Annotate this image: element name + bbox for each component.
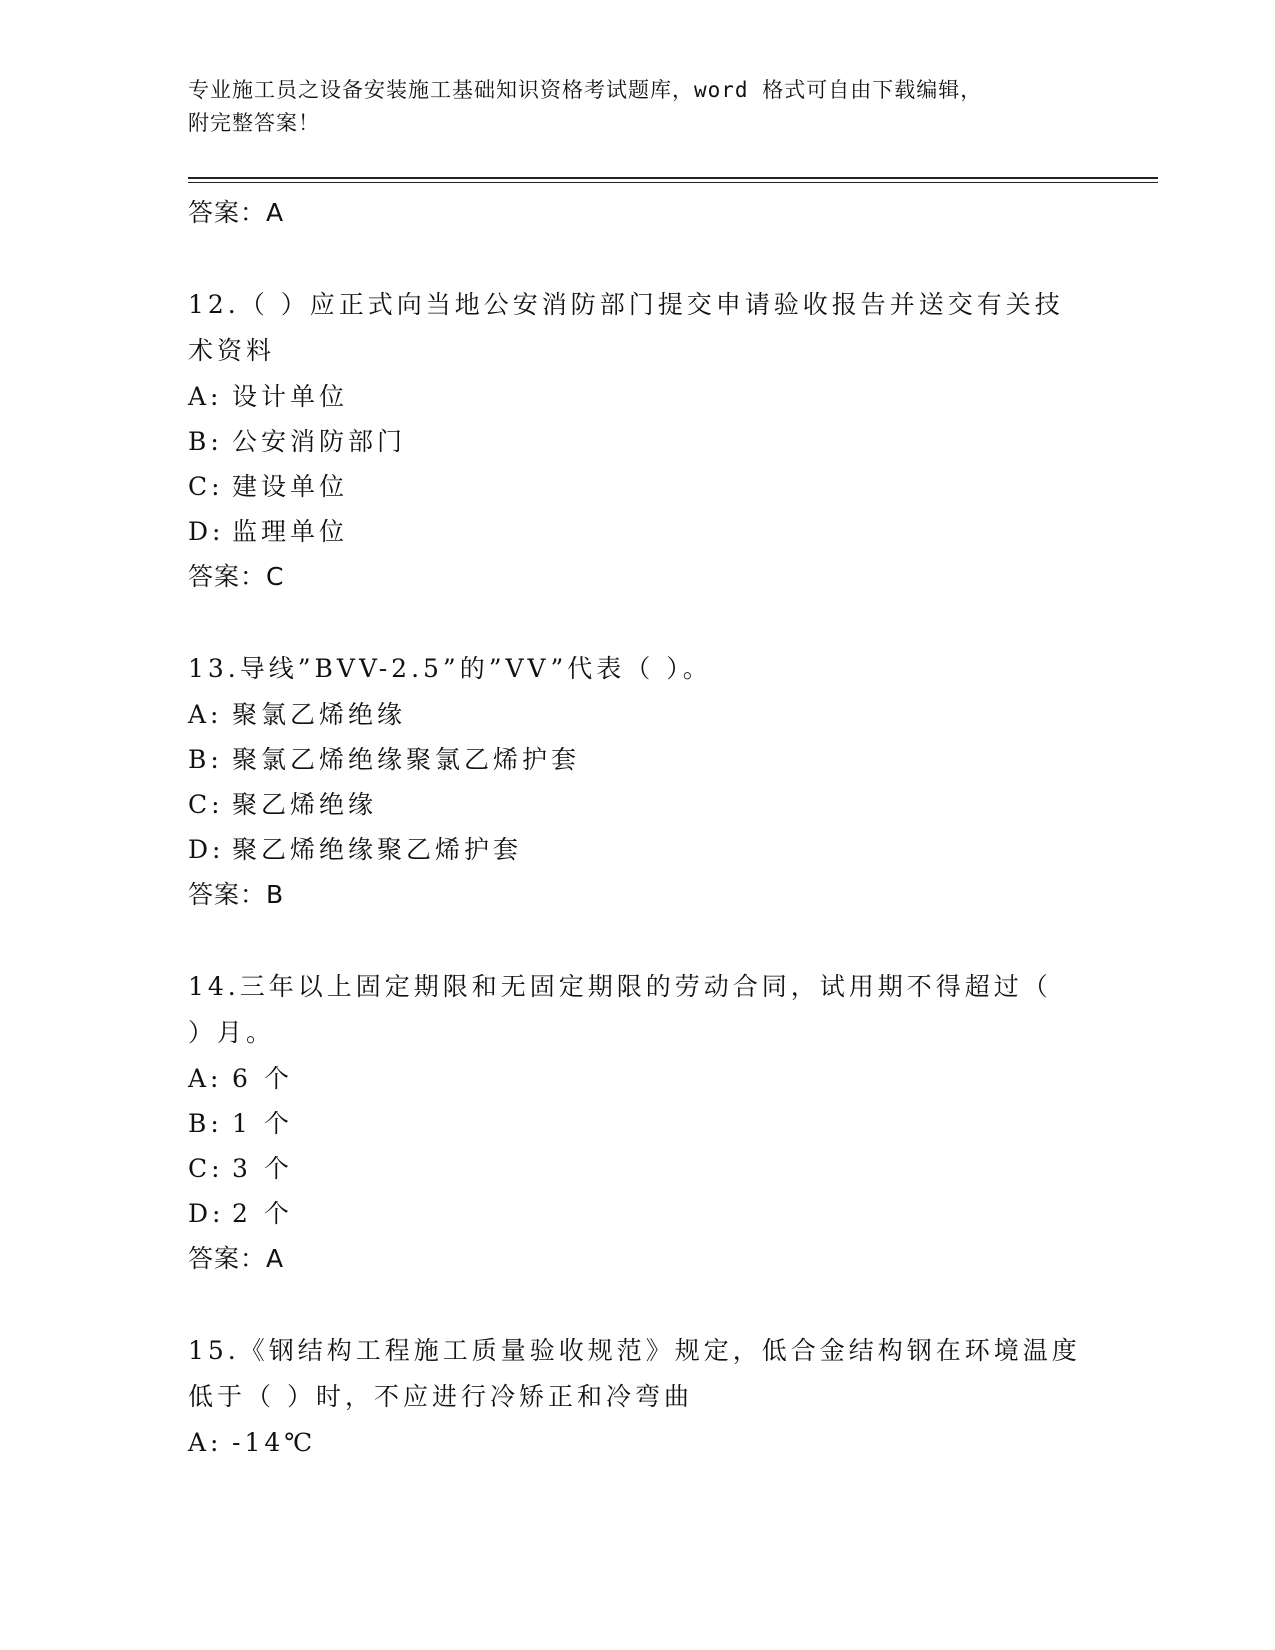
option-text: 3 个 [232,1154,293,1183]
header-divider-thin [188,182,1158,183]
question-content [188,190,1088,1465]
question-12-option-a [188,374,1088,419]
option-text: 1 个 [232,1109,293,1138]
question-14-option-a [188,1056,1088,1101]
option-letter: D: [188,517,225,546]
option-letter: C: [188,790,224,819]
spacer [188,235,1088,282]
option-text: 6 个 [232,1064,293,1093]
option-letter: A: [188,1428,223,1457]
question-13-option-a [188,692,1088,737]
question-14 [188,964,1088,1281]
question-12-option-d [188,509,1088,554]
question-15-option-a [188,1420,1088,1465]
question-13-option-d [188,827,1088,872]
question-15-stem-line-1: 15.《钢结构工程施工质量验收规范》规定，低合金结构钢在环境温度 [188,1336,1081,1365]
question-13 [188,646,1088,917]
option-letter: D: [188,1199,225,1228]
question-13-option-c [188,782,1088,827]
option-letter: B: [188,427,223,456]
question-14-stem-line-1: 14.三年以上固定期限和无固定期限的劳动合同，试用期不得超过（ [188,972,1052,1001]
question-13-answer: 答案：B [188,880,285,909]
option-text: 2 个 [232,1199,293,1228]
option-text: 公安消防部门 [232,427,407,456]
option-text: 建设单位 [232,472,349,501]
question-12-stem-line-1: 12.（ ）应正式向当地公安消防部门提交申请验收报告并送交有关技 [188,290,1064,319]
question-14-answer: 答案：A [188,1244,285,1273]
option-text: 监理单位 [232,517,349,546]
option-letter: A: [188,382,223,411]
option-text: 聚乙烯绝缘聚乙烯护套 [232,835,523,864]
option-letter: A: [188,1064,223,1093]
option-text: 聚氯乙烯绝缘 [232,700,407,729]
answer-previous: 答案：A [188,198,285,227]
option-letter: A: [188,700,223,729]
document-header [188,74,1068,140]
spacer [188,917,1088,964]
question-14-stem-line-2: ）月。 [188,1018,276,1047]
question-14-option-b [188,1101,1088,1146]
option-letter: B: [188,1109,223,1138]
question-12-stem-line-2: 术资料 [188,336,276,365]
question-12 [188,282,1088,599]
question-15-stem-line-2: 低于（ ）时，不应进行冷矫正和冷弯曲 [188,1382,693,1411]
header-divider-thick [188,177,1158,179]
question-14-option-d [188,1191,1088,1236]
option-letter: B: [188,745,223,774]
header-line-1: 专业施工员之设备安装施工基础知识资格考试题库，word 格式可自由下载编辑， [188,78,983,102]
spacer [188,1281,1088,1328]
option-text: -14℃ [232,1428,317,1457]
option-text: 聚乙烯绝缘 [232,790,378,819]
option-letter: D: [188,835,225,864]
question-12-option-c [188,464,1088,509]
spacer [188,599,1088,646]
question-12-answer: 答案：C [188,562,285,591]
option-text: 聚氯乙烯绝缘聚氯乙烯护套 [232,745,581,774]
option-text: 设计单位 [232,382,349,411]
option-letter: C: [188,1154,224,1183]
question-14-option-c [188,1146,1088,1191]
question-13-stem-line-1: 13.导线”BVV-2.5”的”VV”代表（ ）。 [188,654,712,683]
question-15 [188,1328,1088,1465]
question-12-option-b [188,419,1088,464]
option-letter: C: [188,472,224,501]
header-line-2: 附完整答案！ [188,111,320,135]
question-13-option-b [188,737,1088,782]
